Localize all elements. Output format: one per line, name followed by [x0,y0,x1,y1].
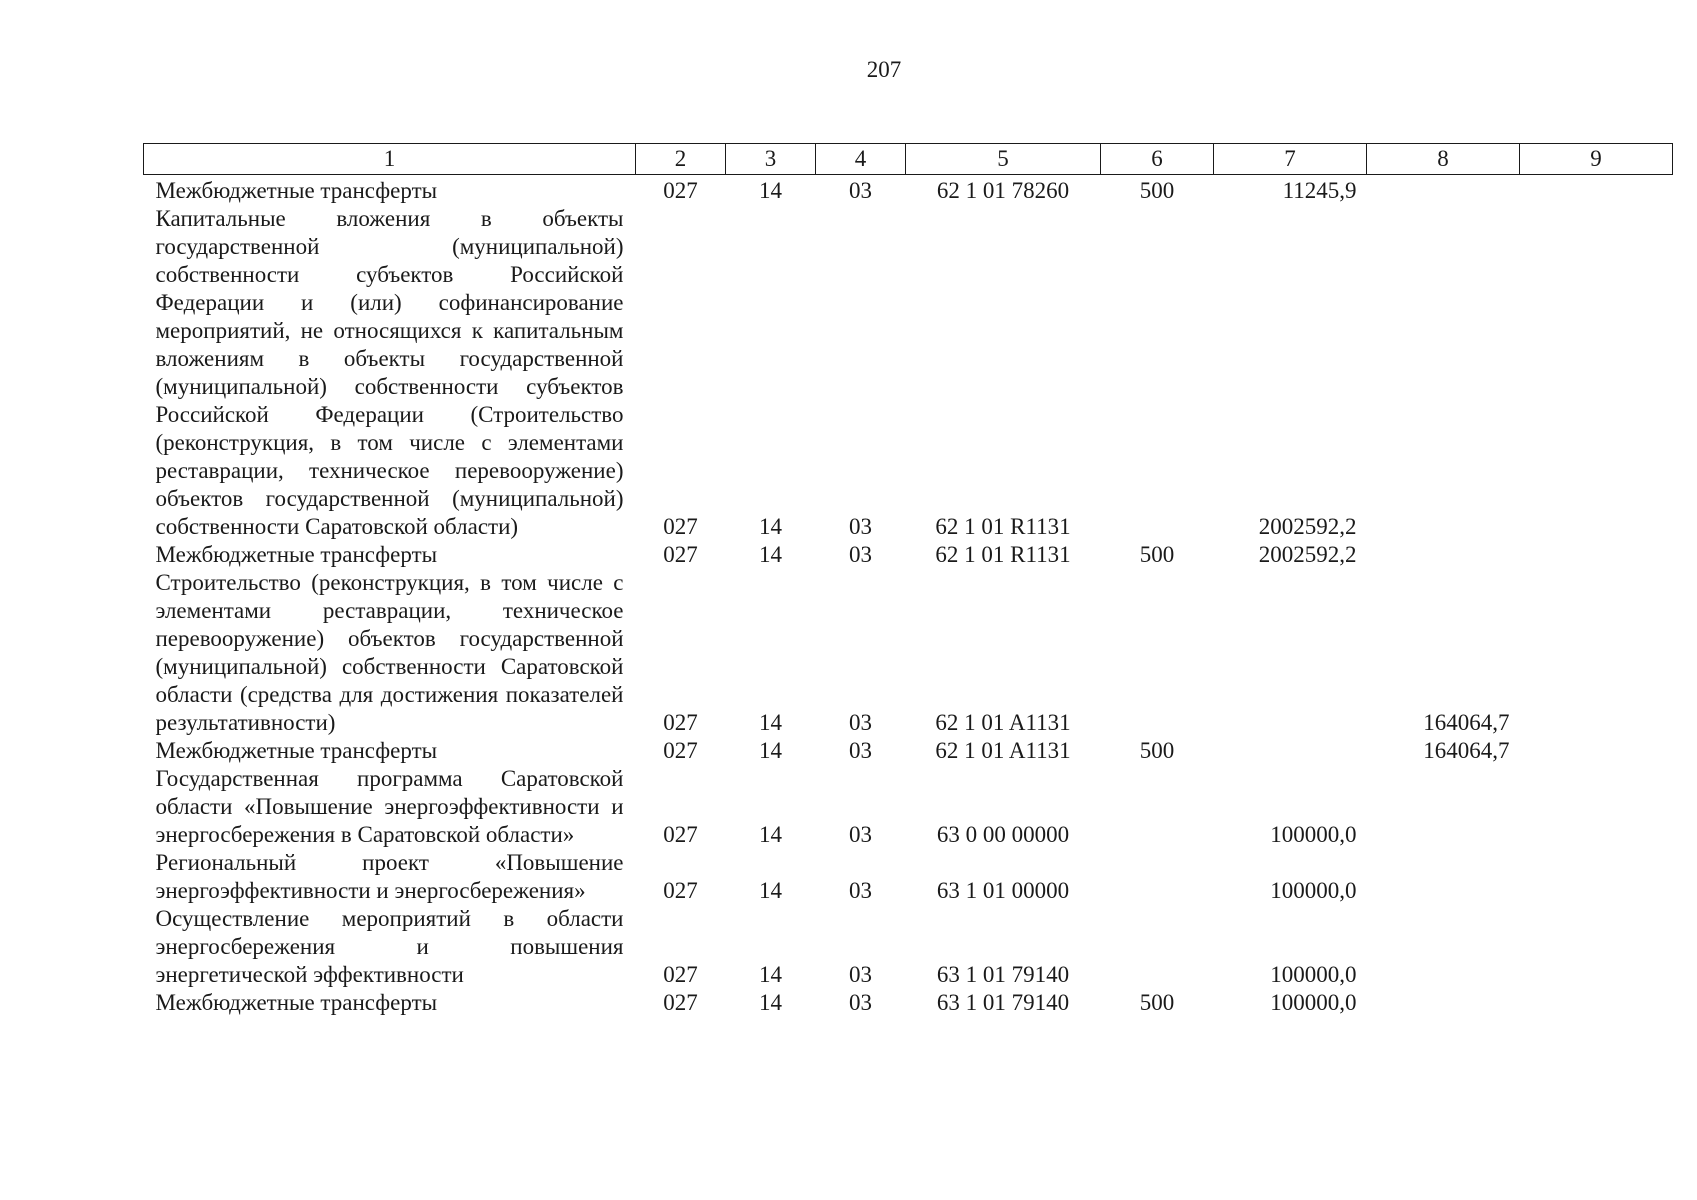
budget-table [143,143,1673,1017]
amount-col8 [1367,849,1520,905]
row-name: Строительство (реконструкция, в том числе с элементами реставрации, техническое перевооружение) объектов государственной (муниципальной) собственности Саратовской области (средства для достижения показателей результативности) [155,570,624,735]
subsection-code: 03 [849,542,872,567]
amount-col8 [1367,205,1520,541]
expense-type-code [1101,569,1214,737]
row-name: Региональный проект «Повышение энергоэффективности и энергосбережения» [155,850,624,903]
table-row [144,175,1673,206]
ministry-code: 027 [663,738,698,763]
subsection-code: 03 [849,990,872,1015]
column-header: 9 [1520,144,1673,175]
amount-col7 [1214,569,1367,737]
subsection-code: 03 [849,738,872,763]
section-code: 14 [759,822,782,847]
amount-col7: 100000,0 [1270,962,1357,987]
ministry-code: 027 [663,710,698,735]
section-code: 14 [759,514,782,539]
section-code: 14 [759,990,782,1015]
table-row [144,541,1673,569]
table-row [144,737,1673,765]
amount-col7: 100000,0 [1270,990,1357,1015]
amount-col9 [1520,175,1673,206]
column-header: 1 [144,144,636,175]
expense-type-code [1101,205,1214,541]
target-article-code: 62 1 01 R1131 [935,514,1071,539]
row-name: Межбюджетные трансферты [155,990,438,1015]
amount-col7: 2002592,2 [1258,542,1357,567]
section-code: 14 [759,710,782,735]
table-row [144,905,1673,989]
amount-col7: 100000,0 [1270,822,1357,847]
ministry-code: 027 [663,178,698,203]
subsection-code: 03 [849,710,872,735]
section-code: 14 [759,178,782,203]
column-header: 7 [1214,144,1367,175]
amount-col8 [1367,541,1520,569]
row-name: Межбюджетные трансферты [155,178,438,203]
amount-col7 [1214,737,1367,765]
column-header: 3 [726,144,816,175]
target-article-code: 63 1 01 79140 [936,990,1070,1015]
target-article-code: 62 1 01 A1131 [935,710,1071,735]
amount-col9 [1520,765,1673,849]
table-row [144,765,1673,849]
column-header: 6 [1101,144,1214,175]
amount-col8 [1367,175,1520,206]
amount-col9 [1520,205,1673,541]
amount-col7: 2002592,2 [1258,514,1357,539]
column-header: 4 [816,144,906,175]
table-header-row [144,144,1673,175]
amount-col8: 164064,7 [1423,738,1510,763]
amount-col8 [1367,989,1520,1017]
column-header: 5 [906,144,1101,175]
ministry-code: 027 [663,962,698,987]
expense-type-code: 500 [1139,542,1175,567]
column-header: 8 [1367,144,1520,175]
ministry-code: 027 [663,878,698,903]
subsection-code: 03 [849,962,872,987]
expense-type-code: 500 [1139,990,1175,1015]
page-number: 207 [866,57,902,82]
expense-type-code [1101,905,1214,989]
subsection-code: 03 [849,822,872,847]
section-code: 14 [759,878,782,903]
table-row [144,849,1673,905]
amount-col9 [1520,849,1673,905]
expense-type-code [1101,765,1214,849]
expense-type-code [1101,849,1214,905]
subsection-code: 03 [849,514,872,539]
ministry-code: 027 [663,822,698,847]
row-name: Осуществление мероприятий в области энергосбережения и повышения энергетической эффективности [155,906,624,987]
column-header: 2 [636,144,726,175]
amount-col9 [1520,989,1673,1017]
table-row [144,205,1673,541]
target-article-code: 62 1 01 78260 [936,178,1070,203]
target-article-code: 62 1 01 A1131 [935,738,1071,763]
ministry-code: 027 [663,542,698,567]
section-code: 14 [759,962,782,987]
ministry-code: 027 [663,990,698,1015]
amount-col9 [1520,737,1673,765]
target-article-code: 62 1 01 R1131 [935,542,1071,567]
row-name: Государственная программа Саратовской области «Повышение энергоэффективности и энергосбережения в Саратовской области» [155,766,624,847]
amount-col9 [1520,905,1673,989]
amount-col7: 11245,9 [1282,178,1357,203]
amount-col8: 164064,7 [1423,710,1510,735]
row-name: Межбюджетные трансферты [155,738,438,763]
expense-type-code: 500 [1139,178,1175,203]
amount-col9 [1520,541,1673,569]
table-row [144,989,1673,1017]
section-code: 14 [759,542,782,567]
row-name: Межбюджетные трансферты [155,542,438,567]
target-article-code: 63 0 00 00000 [936,822,1070,847]
row-name: Капитальные вложения в объекты государственной (муниципальной) собственности субъектов Российской Федерации и (или) софинансирование мероприятий, не относящихся к капитальным вложениям в объекты государственной (муниципальной) собственности субъектов Российской Федерации (Строительство (реконструкция, в том числе с элементами реставрации, техническое перевооружение) объектов государственной (муниципальной) собственности Саратовской области) [155,206,624,539]
amount-col8 [1367,905,1520,989]
amount-col7: 100000,0 [1270,878,1357,903]
expense-type-code: 500 [1139,738,1175,763]
target-article-code: 63 1 01 00000 [936,878,1070,903]
section-code: 14 [759,738,782,763]
amount-col8 [1367,765,1520,849]
subsection-code: 03 [849,178,872,203]
ministry-code: 027 [663,514,698,539]
target-article-code: 63 1 01 79140 [936,962,1070,987]
subsection-code: 03 [849,878,872,903]
amount-col9 [1520,569,1673,737]
table-row [144,569,1673,737]
